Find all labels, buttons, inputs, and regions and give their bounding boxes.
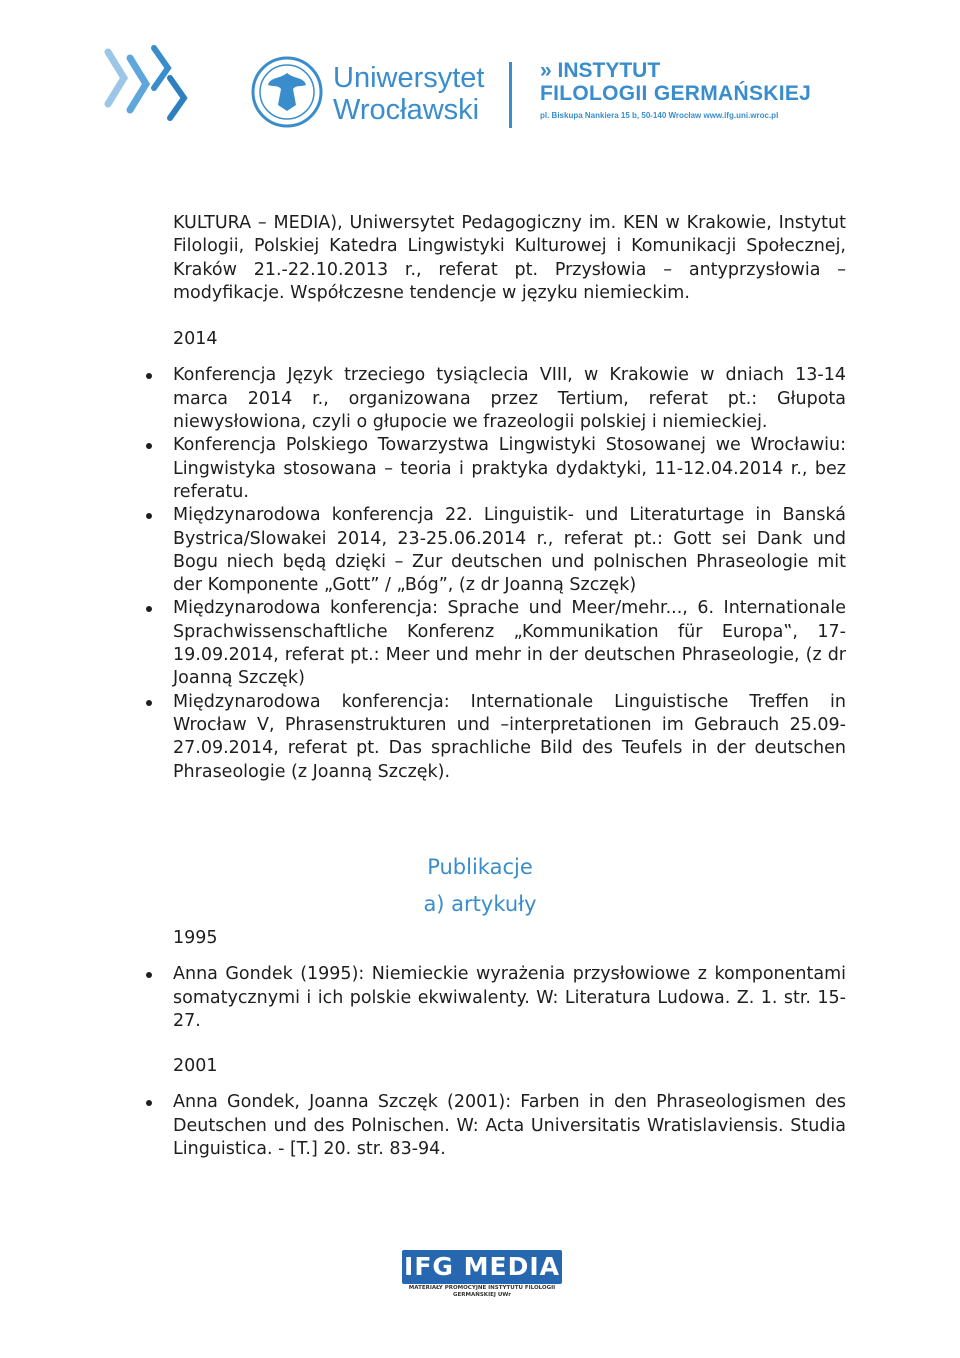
list-1995 [173,963,846,1033]
intro-paragraph: KULTURA – MEDIA), Uniwersytet Pedagogiczny im. KEN w Krakowie, Instytut Filologii, Polskiej Katedra Lingwistyki Kulturowej i Komunikacji Społecznej, Kraków 21.-22.10.2013 r., referat pt. Przysłowia – antyprzysłowia – modyfikacje. Współczesne tendencje w języku niemieckim. [173,213,846,303]
list-item: Konferencja Polskiego Towarzystwa Lingwistyki Stosowanej we Wrocławiu: Lingwistyka stosowana – teoria i praktyka dydaktyki, 11-12.04.2014 r., bez referatu. [173,434,846,504]
university-name [333,62,485,126]
list-item: Konferencja Język trzeciego tysiąclecia VIII, w Krakowie w dniach 13-14 marca 2014 r., organizowana przez Tertium, referat pt.: Głupota niewysłowiona, czyli o głupocie we frazeologii polskiej i niemieckiej. [173,364,846,434]
university-name-line1: Uniwersytet [333,62,485,94]
year-heading-2014: 2014 [173,329,218,350]
page-header [0,0,960,170]
list-2014 [173,364,846,783]
logo-subtitle: MATERIAŁY PROMOCYJNE INSTYTUTU FILOLOGII GERMAŃSKIEJ UWr [408,1285,556,1298]
year-heading-2001: 2001 [173,1056,218,1077]
list-item: Międzynarodowa konferencja: Sprache und Meer/mehr..., 6. Internationale Sprachwissenschaftliche Konferenz „Kommunikation für Europa‟, 17-19.09.2014, referat pt.: Meer und mehr in der deutschen Phraseologie, (z dr Joanną Szczęk) [173,597,846,690]
institute-address: pl. Biskupa Nankiera 15 b, 50-140 Wrocław www.ifg.uni.wroc.pl [540,111,779,120]
university-emblem-icon [250,55,324,129]
list-item: Anna Gondek (1995): Niemieckie wyrażenia przysłowiowe z komponentami somatycznymi i ich polskie ekwiwalenty. W: Literatura Ludowa. Z. 1. str. 15-27. [173,963,846,1033]
list-2001 [173,1091,846,1161]
list-item: Anna Gondek, Joanna Szczęk (2001): Farben in den Phraseologismen des Deutschen und des Polnischen. W: Acta Universitatis Wratislaviensis. Studia Linguistica. - [T.] 20. str. 83-94. [173,1091,846,1161]
list-item: Międzynarodowa konferencja 22. Linguistik- und Literaturtage in Banská Bystrica/Slowakei 2014, 23-25.06.2014 r., referat pt.: Gott sei Dank und Bogu niech będą dzięki – Zur deutschen und polnischen Phraseologie mit der Komponente „Gott” / „Bóg”, (z dr Joanną Szczęk) [173,504,846,597]
institute-name-line1: » INSTYTUT [540,59,661,82]
ifg-media-logo [402,1250,562,1298]
university-name-line2: Wrocławski [333,94,480,126]
logo-text: IFG MEDIA [404,1252,560,1281]
header-divider [509,62,512,128]
institute-name-line2: FILOLOGII GERMAŃSKIEJ [540,82,812,105]
list-item: Międzynarodowa konferencja: Internationale Linguistische Treffen in Wrocław V, Phrasenstrukturen und –interpretationen im Gebrauch 25.09-27.09.2014, referat pt. Das sprachliche Bild des Teufels in der deutschen Phraseologie (z Joanną Szczęk). [173,691,846,784]
year-heading-1995: 1995 [173,928,218,948]
publications-body [173,927,846,1161]
institute-name [540,60,811,122]
chevrons-logo-icon [100,42,195,122]
section-subtitle: a) artykuły [423,892,537,916]
section-title: Publikacje [427,855,533,879]
document-body [173,212,846,784]
